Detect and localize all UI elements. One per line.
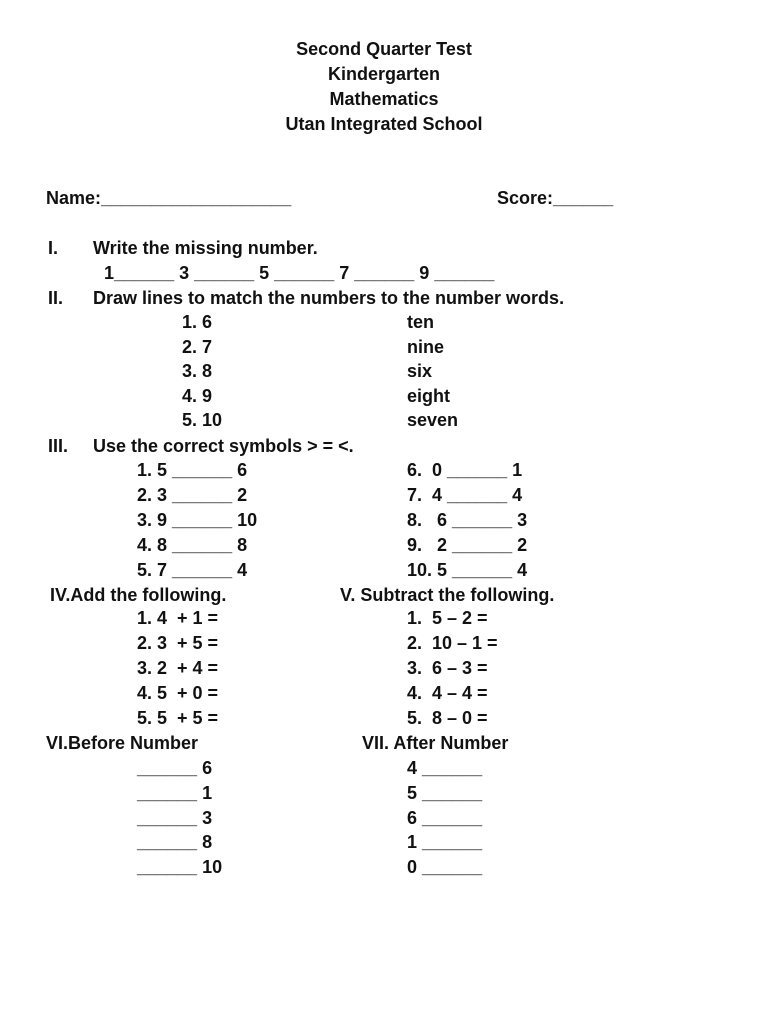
name-field: Name:___________________	[46, 188, 292, 208]
school-name: Utan Integrated School	[285, 114, 483, 134]
list-item: ______ 3	[137, 808, 213, 828]
list-item: 3. 9 ______ 10	[137, 510, 258, 530]
section-1-title: Write the missing number.	[93, 238, 318, 258]
list-item: 3. 6 – 3 =	[407, 658, 488, 678]
list-item: 6 ______	[407, 808, 483, 828]
list-item: 5. 5 + 5 =	[137, 708, 219, 728]
test-title: Second Quarter Test	[296, 39, 472, 59]
list-item: 0 ______	[407, 857, 483, 877]
list-item: 5. 10	[182, 410, 223, 430]
list-item: 4. 4 – 4 =	[407, 683, 488, 703]
list-item: 5. 8 – 0 =	[407, 708, 488, 728]
missing-number-sequence: 1______ 3 ______ 5 ______ 7 ______ 9 ______	[104, 263, 495, 283]
score-field: Score:______	[497, 188, 614, 208]
list-item: 1. 4 + 1 =	[137, 608, 219, 628]
subject: Mathematics	[329, 89, 439, 109]
list-item: 4. 9	[182, 386, 213, 406]
list-item: eight	[407, 386, 450, 406]
list-item: 2. 3 ______ 2	[137, 485, 248, 505]
section-4-title: IV.Add the following.	[50, 585, 227, 605]
list-item: 9. 2 ______ 2	[407, 535, 528, 555]
list-item: 1 ______	[407, 832, 483, 852]
list-item: 1. 6	[182, 312, 213, 332]
list-item: six	[407, 361, 433, 381]
section-3-title: Use the correct symbols > = <.	[93, 436, 354, 456]
list-item: nine	[407, 337, 445, 357]
section-2-title: Draw lines to match the numbers to the number words.	[93, 288, 565, 308]
list-item: 5. 7 ______ 4	[137, 560, 248, 580]
list-item: 1. 5 ______ 6	[137, 460, 248, 480]
list-item: 1. 5 – 2 =	[407, 608, 488, 628]
section-5-title: V. Subtract the following.	[340, 585, 555, 605]
section-2-number: II.	[48, 288, 64, 308]
grade-level: Kindergarten	[327, 64, 441, 84]
section-6-title: VI.Before Number	[46, 733, 199, 753]
list-item: ______ 8	[137, 832, 213, 852]
list-item: 3. 2 + 4 =	[137, 658, 219, 678]
section-1-number: I.	[48, 238, 59, 258]
list-item: ______ 10	[137, 857, 223, 877]
list-item: 5 ______	[407, 783, 483, 803]
list-item: 2. 10 – 1 =	[407, 633, 498, 653]
list-item: 2. 3 + 5 =	[137, 633, 219, 653]
list-item: seven	[407, 410, 459, 430]
list-item: 10. 5 ______ 4	[407, 560, 528, 580]
list-item: 3. 8	[182, 361, 213, 381]
list-item: 4 ______	[407, 758, 483, 778]
list-item: 4. 8 ______ 8	[137, 535, 248, 555]
section-3-number: III.	[48, 436, 69, 456]
list-item: ______ 6	[137, 758, 213, 778]
list-item: ______ 1	[137, 783, 213, 803]
list-item: 4. 5 + 0 =	[137, 683, 219, 703]
list-item: 7. 4 ______ 4	[407, 485, 523, 505]
list-item: 2. 7	[182, 337, 213, 357]
list-item: 6. 0 ______ 1	[407, 460, 523, 480]
list-item: 8. 6 ______ 3	[407, 510, 528, 530]
section-7-title: VII. After Number	[362, 733, 509, 753]
list-item: ten	[407, 312, 434, 332]
